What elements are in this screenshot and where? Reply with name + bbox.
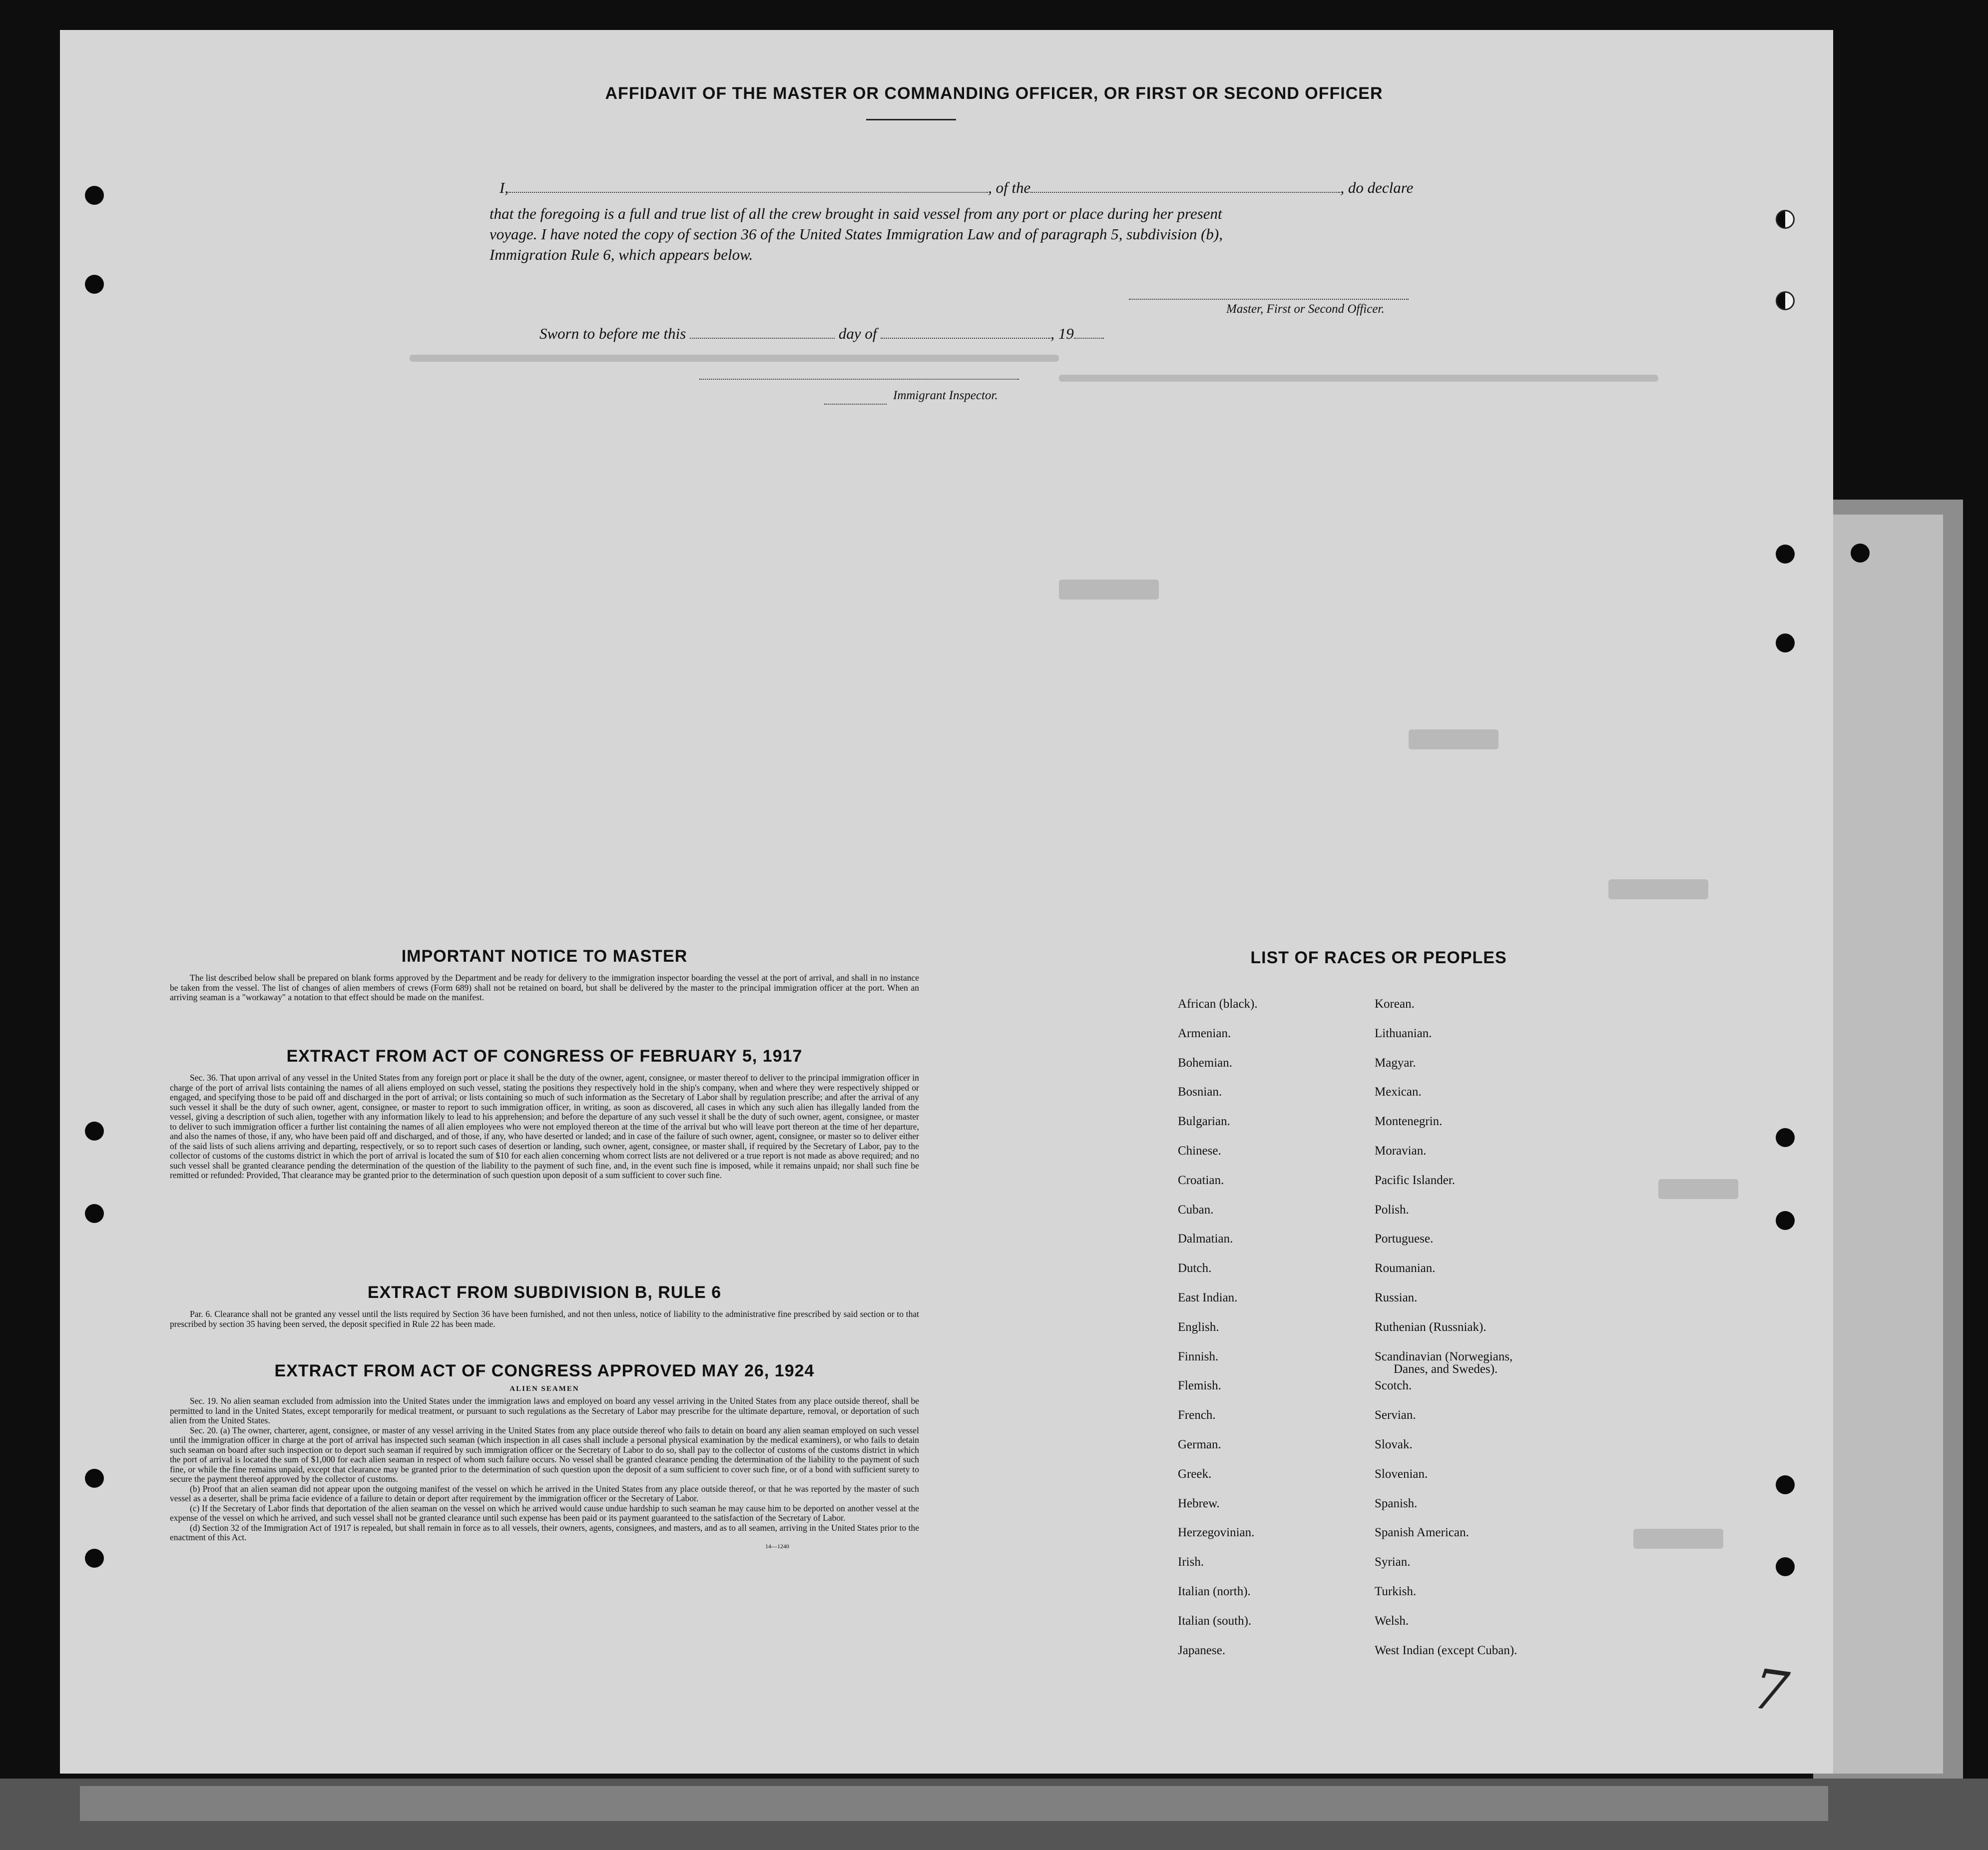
race-item: Chinese. [1178,1144,1221,1158]
affidavit-body-line-3: Immigration Rule 6, which appears below. [490,246,753,263]
race-item: Dutch. [1178,1261,1212,1275]
sec-19-text: Sec. 19. No alien seaman excluded from admission into the United States under the immigration laws and employed on board any vessel arriving in the United States from any place outside thereof, shall be permitted to land in the United States, except temporarily for medical treatment, or pursuant to such regulations as the Secretary of Labor may prescribe for the ultimate departure, removal, or deportation of such alien from the United States. [170,1396,919,1425]
title-underline [866,119,956,120]
punch-hole [1776,1475,1795,1494]
race-item: Bosnian. [1178,1085,1222,1099]
act-1917-section [170,1047,919,1181]
sworn-year-blank[interactable] [1074,338,1104,339]
race-item: Turkish. [1375,1585,1417,1598]
alien-seamen-heading: ALIEN SEAMEN [509,1385,579,1393]
act-1924-title: EXTRACT FROM ACT OF CONGRESS APPROVED MAY 26, 1924 [274,1361,815,1380]
race-item: Herzegovinian. [1178,1526,1255,1540]
rule-6-section [170,1283,919,1329]
inspector-caption: Immigrant Inspector. [893,389,998,402]
affidavit-declaration-line [499,179,1413,197]
punch-hole [85,1204,104,1223]
race-item: Flemish. [1178,1379,1221,1393]
race-item: Spanish. [1375,1496,1418,1510]
bleed-through-mark [1608,879,1708,899]
race-item: Scotch. [1375,1379,1412,1393]
punch-hole [85,1122,104,1141]
vessel-blank[interactable] [1030,192,1340,193]
sworn-month-blank[interactable] [881,338,1050,339]
punch-hole [1776,1211,1795,1230]
sec-20c-text: (c) If the Secretary of Labor finds that deportation of the alien seaman on the vessel on which he arrived would cause undue hardship to such seaman he may cause him to be deported on another vessel at the expense of the vessel on which he arrived, and such vessel shall not be granted clearance until such expense has been paid or its payment guaranteed to the satisfaction of the Secretary of Labor. [170,1503,919,1523]
race-item: African (black). [1178,997,1258,1011]
master-caption: Master, First or Second Officer. [1226,302,1385,316]
race-item: Bulgarian. [1178,1115,1230,1129]
master-signature-line[interactable] [1129,299,1409,300]
affidavit-title: AFFIDAVIT OF THE MASTER OR COMMANDING OFFICER, OR FIRST OR SECOND OFFICER [605,84,1383,103]
form-number: 14—1240 [765,1542,789,1550]
races-title: LIST OF RACES OR PEOPLES [1250,948,1507,967]
race-item: Lithuanian. [1375,1026,1432,1040]
punch-hole [1776,291,1795,310]
sec-20b-text: (b) Proof that an alien seaman did not appear upon the outgoing manifest of the vessel on which he arrived in the United States from any place outside thereof, or that he was reported by the master of such vessel as a deserter, shall be prima facie evidence of a failure to detain or deport after requirement by the immigration officer or the Secretary of Labor. [170,1483,919,1503]
name-blank[interactable] [508,192,988,193]
race-item: Cuban. [1178,1203,1214,1217]
race-item: Bohemian. [1178,1056,1233,1070]
sworn-line [539,325,1104,343]
race-item: Italian (north). [1178,1585,1251,1598]
punch-hole [1776,1557,1795,1576]
punch-hole [1851,544,1870,563]
race-item: Danes, and Swedes). [1394,1362,1498,1376]
race-item: East Indian. [1178,1291,1238,1304]
declaration-i: I, [499,179,509,196]
inspector-signature-line[interactable] [699,379,1019,380]
affidavit-body-line-1: that the foregoing is a full and true list of all the crew brought in said vessel from any port or place during her present [490,205,1222,222]
bleed-through-mark [1658,1179,1738,1199]
sec-20d-text: (d) Section 32 of the Immigration Act of 1917 is repealed, but shall remain in force as to all vessels, their owners, agents, consignees, and masters, and as to all seamen, arriving in the United States prior to the enactment of this Act. [170,1522,919,1542]
punch-hole [85,275,104,294]
race-item: Syrian. [1375,1555,1411,1569]
affidavit-body-line-2: voyage. I have noted the copy of section 36 of the United States Immigration Law and of paragraph 5, subdivision (b), [490,225,1223,243]
race-item: Italian (south). [1178,1614,1252,1628]
sec-20a-text: Sec. 20. (a) The owner, charterer, agent, consignee, or master of any vessel arriving in the United States from any place outside thereof who fails to detain on board any alien seaman employed on such vessel until the immigration officer in charge at the port of arrival has inspected such seaman (which inspection in all cases shall include a personal physical examination by the medical examiners), or who fails to detain such seaman on board after such inspection or to deport such seaman if required by such immigration officer or the Secretary of Labor to do so, shall pay to the collector of customs of the customs district in which the port of arrival is located the sum of $1,000 for each alien seaman in respect of whom such failure occurs. No vessel shall be granted clearance pending the determination of the liability to the payment of such fine, or while the fine remains unpaid, except that clearance may be granted prior to the determination of such question upon the deposit of a sum sufficient to cover such fine, or of a bond with sufficient surety to secure the payment thereof approved by the collector of customs. [170,1425,919,1484]
race-item: German. [1178,1438,1221,1451]
sworn-day-blank[interactable] [690,338,835,339]
inspector-short-line [824,404,887,405]
punch-hole [85,1549,104,1568]
handwritten-page-number: 7 [1749,1656,1793,1725]
bleed-through-mark [410,355,1059,362]
race-item: Mexican. [1375,1085,1422,1099]
bleed-through-mark [1059,375,1658,382]
race-item: West Indian (except Cuban). [1375,1643,1517,1657]
important-notice-title: IMPORTANT NOTICE TO MASTER [401,947,688,966]
important-notice-section [170,947,919,1003]
race-item: Russian. [1375,1291,1418,1304]
race-item: Slovenian. [1375,1467,1428,1481]
race-item: Greek. [1178,1467,1212,1481]
rule-6-title: EXTRACT FROM SUBDIVISION B, RULE 6 [367,1283,722,1302]
race-item: Slovak. [1375,1438,1413,1451]
act-1917-text: Sec. 36. That upon arrival of any vessel in the United States from any foreign port or place it shall be the duty of the owner, agent, consignee, or master thereof to deliver to the principal immigration officer in charge of the port of arrival lists containing the names of all aliens employed on such vessel, stating the positions they respectively hold in the ship's company, when and where they were respectively shipped or engaged, and specifying those to be paid off and discharged in the port of arrival; or lists containing so much of such information as the Secretary of Labor shall by regulation prescribe; and after the arrival of any such vessel it shall be the duty of such owner, agent, consignee, or master to report to such immigration officer, in writing, as soon as discovered, all cases in which any such alien has illegally landed from the vessel, giving a description of such alien, together with any information likely to lead to his apprehension; and before the departure of any such vessel it shall be the duty of such owner, agent, consignee, or master to deliver to such immigration officer a further list containing the names of all alien employees who were not employed thereon at the time of the arrival but who will leave port thereon at the time of her departure, and also the names of those, if any, who have been paid off and discharged, and of those, if any, who have deserted or landed; and in case of the failure of such owner, agent, consignee, or master so to deliver either of the said lists of such aliens arriving and departing, respectively, or so to report such cases of desertion or landing, such owner, agent, consignee, or master shall, if required by the Secretary of Labor, pay to the collector of customs of the customs district in which the port of arrival is located the sum of $10 for each alien concerning whom correct lists are not delivered or a true report is not made as above required; and no such vessel shall be granted clearance pending the determination of the question of the liability to the payment of such fine, and, in the event such fine is imposed, while it remains unpaid; nor shall such fine be remitted or refunded: Provided, That clearance may be granted prior to the determination of such question upon deposit of a sum sufficient to cover such fine. [170,1073,919,1180]
punch-hole [85,186,104,205]
race-item: Korean. [1375,997,1415,1011]
sworn-day-of: day of [838,325,877,342]
race-item: Portuguese. [1375,1232,1434,1246]
race-item: Roumanian. [1375,1261,1436,1275]
race-item: Armenian. [1178,1026,1231,1040]
punch-hole [1776,633,1795,652]
race-item: Japanese. [1178,1643,1226,1657]
act-1924-section [170,1361,919,1550]
race-item: Montenegrin. [1375,1115,1443,1129]
race-item: English. [1178,1320,1219,1334]
sworn-prefix: Sworn to before me this [539,325,686,342]
punch-hole [1776,545,1795,564]
important-notice-text: The list described below shall be prepared on blank forms approved by the Department and be ready for delivery to the immigration inspector boarding the vessel at the port of arrival, and shall in no instance be taken from the vessel. The list of changes of alien members of crews (Form 689) shall not be retained on board, but shall be delivered by the master to the principal immigration officer at the port. When an arriving seaman is a "workaway" a notation to that effect should be made on the manifest. [170,973,919,1002]
bleed-through-mark [1059,580,1159,600]
race-item: Ruthenian (Russniak). [1375,1320,1487,1334]
act-1917-title: EXTRACT FROM ACT OF CONGRESS OF FEBRUARY 5, 1917 [286,1047,803,1066]
race-item: Spanish American. [1375,1526,1469,1540]
rule-6-text: Par. 6. Clearance shall not be granted any vessel until the lists required by Section 36 have been furnished, and not then unless, notice of liability to the administrative fine prescribed by said section or to that prescribed by section 35 having been served, the deposit specified in Rule 22 has been made. [170,1309,919,1329]
race-item: Pacific Islander. [1375,1173,1456,1187]
sworn-year: , 19 [1050,325,1074,342]
race-item: Dalmatian. [1178,1232,1233,1246]
race-item: Welsh. [1375,1614,1409,1628]
declaration-of: , of the [988,179,1031,196]
punch-hole [85,1469,104,1488]
race-item: Irish. [1178,1555,1204,1569]
race-item: French. [1178,1408,1216,1422]
race-item: Polish. [1375,1203,1409,1217]
bleed-through-mark [1409,729,1498,749]
race-item: Moravian. [1375,1144,1427,1158]
race-item: Magyar. [1375,1056,1416,1070]
punch-hole [1776,1128,1795,1147]
scan-bottom-edge [80,1786,1828,1821]
underlying-page-edge [1828,515,1943,1774]
race-item: Croatian. [1178,1173,1224,1187]
bleed-through-mark [1633,1529,1723,1549]
race-item: Hebrew. [1178,1496,1220,1510]
declaration-end: , do declare [1340,179,1414,196]
race-item: Finnish. [1178,1349,1219,1363]
punch-hole [1776,210,1795,229]
race-item: Scandinavian (Norwegians, [1375,1349,1513,1363]
race-item: Servian. [1375,1408,1416,1422]
